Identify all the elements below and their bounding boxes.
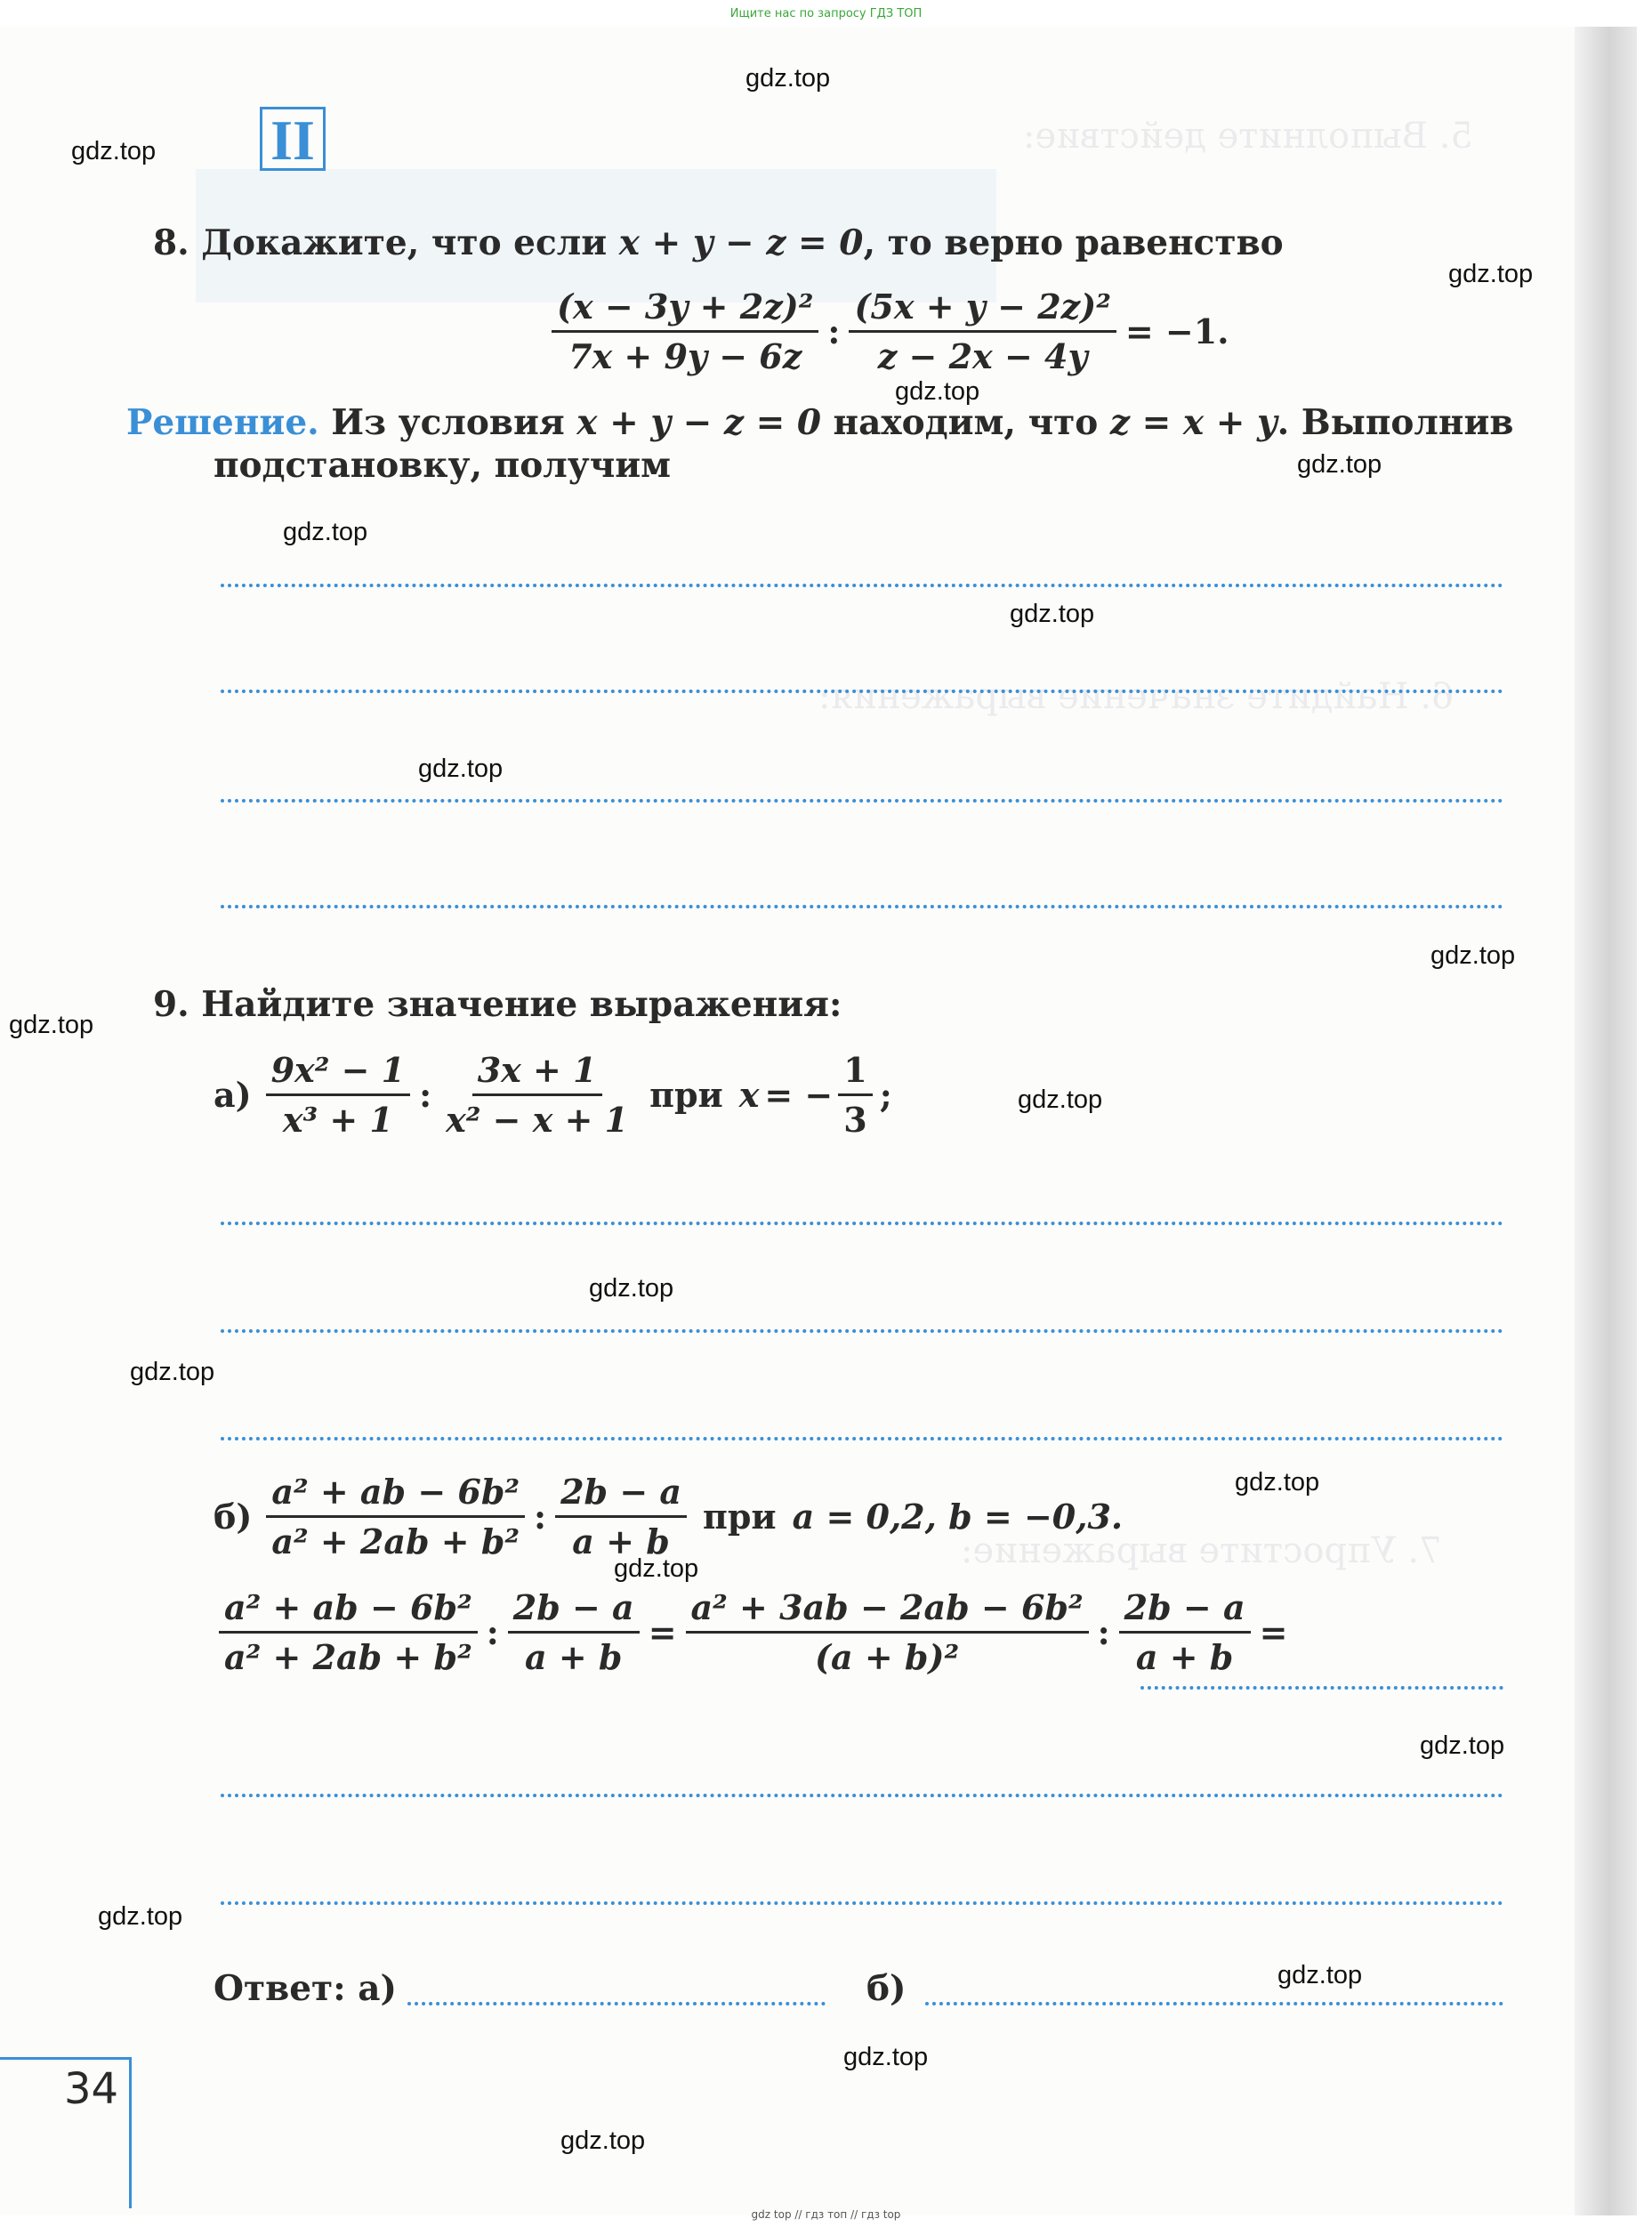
numerator: a² + 3ab − 2ab − 6b² <box>686 1587 1089 1634</box>
denominator: z − 2x − 4y <box>877 336 1088 376</box>
answer-line[interactable] <box>221 1794 1503 1797</box>
part-label: б) <box>214 1497 253 1537</box>
equals-sign: = <box>648 1612 677 1652</box>
watermark: gdz.top <box>1277 1961 1363 1989</box>
fraction <box>552 286 818 376</box>
page-spine-shadow <box>1575 27 1637 2215</box>
denominator: a + b <box>572 1521 670 1561</box>
numerator: a² + ab − 6b² <box>266 1472 525 1518</box>
operator: : <box>486 1612 499 1652</box>
task-9b-derivation <box>219 1587 1296 1677</box>
watermark: gdz.top <box>560 2126 646 2155</box>
task-number: 8. <box>153 222 189 263</box>
answer-line[interactable] <box>221 1329 1503 1333</box>
watermark: gdz.top <box>130 1358 215 1386</box>
bleed-through-text: 7. Упростите выражение: <box>961 1530 1442 1571</box>
answer-a-label: а) <box>358 1968 397 2009</box>
numerator: 1 <box>838 1050 872 1096</box>
answer-label-row <box>214 1968 397 2009</box>
task-8-solution <box>126 402 1513 443</box>
condition: x + y − z = 0 <box>618 222 864 263</box>
watermark: gdz.top <box>1430 941 1516 970</box>
operator: : <box>827 311 841 351</box>
condition: x + y − z = 0 <box>576 402 821 443</box>
watermark: gdz.top <box>1297 450 1382 479</box>
statement-text: Найдите значение выражения: <box>201 984 842 1025</box>
fraction <box>686 1587 1089 1677</box>
denominator: a² + 2ab + b² <box>271 1521 520 1561</box>
answer-line[interactable] <box>1140 1686 1503 1690</box>
right-hand-side: = −1. <box>1124 311 1229 351</box>
solution-text: . Выполнив <box>1277 402 1514 443</box>
solution-text: Из условия <box>318 402 577 443</box>
statement-text: , то верно равенство <box>863 222 1284 263</box>
answer-line[interactable] <box>221 690 1503 693</box>
answer-a-field[interactable] <box>407 2002 826 2005</box>
numerator: 2b − a <box>1119 1587 1251 1634</box>
denominator: x³ + 1 <box>282 1100 393 1140</box>
z-expression: z = x + y <box>1109 402 1277 443</box>
denominator: a + b <box>1135 1637 1234 1677</box>
operator: : <box>534 1497 547 1537</box>
denominator: x² − x + 1 <box>446 1100 629 1140</box>
watermark: gdz.top <box>895 377 980 406</box>
answer-b-field[interactable] <box>925 2002 1503 2005</box>
watermark: gdz.top <box>1010 600 1095 628</box>
task-8-equation <box>552 286 1237 376</box>
numerator: 9x² − 1 <box>266 1050 410 1096</box>
watermark: gdz.top <box>1420 1731 1505 1760</box>
numerator: (x − 3y + 2z)² <box>552 286 818 333</box>
task-number: 9. <box>153 984 189 1025</box>
bottom-banner: gdz top // гдз топ // гдз top <box>751 2208 901 2221</box>
solution-label: Решение. <box>126 402 319 443</box>
solution-text: находим, что <box>820 402 1110 443</box>
fraction <box>555 1472 687 1561</box>
numerator: 2b − a <box>555 1472 687 1518</box>
numerator: 3x + 1 <box>472 1050 602 1096</box>
task-8-solution-line2: подстановку, получим <box>214 445 672 486</box>
value-fraction <box>838 1050 872 1140</box>
fraction <box>1119 1587 1251 1677</box>
task-9b-expression <box>214 1472 1123 1561</box>
operator: : <box>1097 1612 1110 1652</box>
watermark: gdz.top <box>1018 1085 1103 1114</box>
task-8-statement <box>153 222 1284 263</box>
variable: x <box>738 1075 760 1115</box>
top-banner: Ищите нас по запросу ГДЗ ТОП <box>729 7 923 20</box>
numerator: 2b − a <box>508 1587 640 1634</box>
bleed-through-text: 6. Найдите значение выражения: <box>818 676 1455 717</box>
operator: : <box>419 1075 432 1115</box>
at-word: при <box>649 1075 723 1115</box>
equals-sign: = − <box>764 1075 834 1115</box>
denominator: a² + 2ab + b² <box>224 1637 472 1677</box>
watermark: gdz.top <box>1235 1468 1320 1497</box>
numerator: a² + ab − 6b² <box>219 1587 478 1634</box>
answer-line[interactable] <box>221 1437 1503 1440</box>
denominator: 7x + 9y − 6z <box>568 336 802 376</box>
fraction <box>266 1050 410 1140</box>
watermark: gdz.top <box>843 2043 929 2071</box>
task-9-statement <box>153 984 842 1025</box>
watermark: gdz.top <box>9 1011 94 1039</box>
denominator: a + b <box>524 1637 623 1677</box>
fraction <box>508 1587 640 1677</box>
page-number: 34 <box>64 2064 119 2114</box>
denominator: 3 <box>843 1100 867 1140</box>
answer-line[interactable] <box>221 1222 1503 1225</box>
part-label: а) <box>214 1075 252 1115</box>
fraction <box>219 1587 478 1677</box>
at-word: при <box>703 1497 777 1537</box>
statement-text: Докажите, что если <box>201 222 619 263</box>
watermark: gdz.top <box>1448 260 1534 288</box>
answer-line[interactable] <box>221 1901 1503 1905</box>
bleed-through-text: 5. Выполните действие: <box>1023 116 1473 157</box>
watermark: gdz.top <box>98 1902 183 1931</box>
watermark: gdz.top <box>745 64 831 93</box>
answer-line[interactable] <box>221 799 1503 803</box>
answer-label: Ответ: <box>214 1968 346 2009</box>
answer-line[interactable] <box>221 584 1503 587</box>
watermark: gdz.top <box>71 137 157 165</box>
denominator: (a + b)² <box>815 1637 960 1677</box>
watermark: gdz.top <box>589 1274 674 1303</box>
watermark: gdz.top <box>614 1554 699 1583</box>
fraction <box>440 1050 633 1140</box>
values: a = 0,2, b = −0,3. <box>792 1497 1124 1537</box>
section-badge: II <box>260 107 326 171</box>
answer-line[interactable] <box>221 905 1503 908</box>
numerator: (5x + y − 2z)² <box>849 286 1116 333</box>
punctuation: ; <box>879 1075 892 1115</box>
equals-sign: = <box>1259 1612 1288 1652</box>
task-9a-expression <box>214 1050 892 1140</box>
answer-b-label: б) <box>866 1968 907 2009</box>
watermark: gdz.top <box>418 754 504 783</box>
fraction <box>266 1472 525 1561</box>
fraction <box>849 286 1116 376</box>
watermark: gdz.top <box>283 518 368 546</box>
